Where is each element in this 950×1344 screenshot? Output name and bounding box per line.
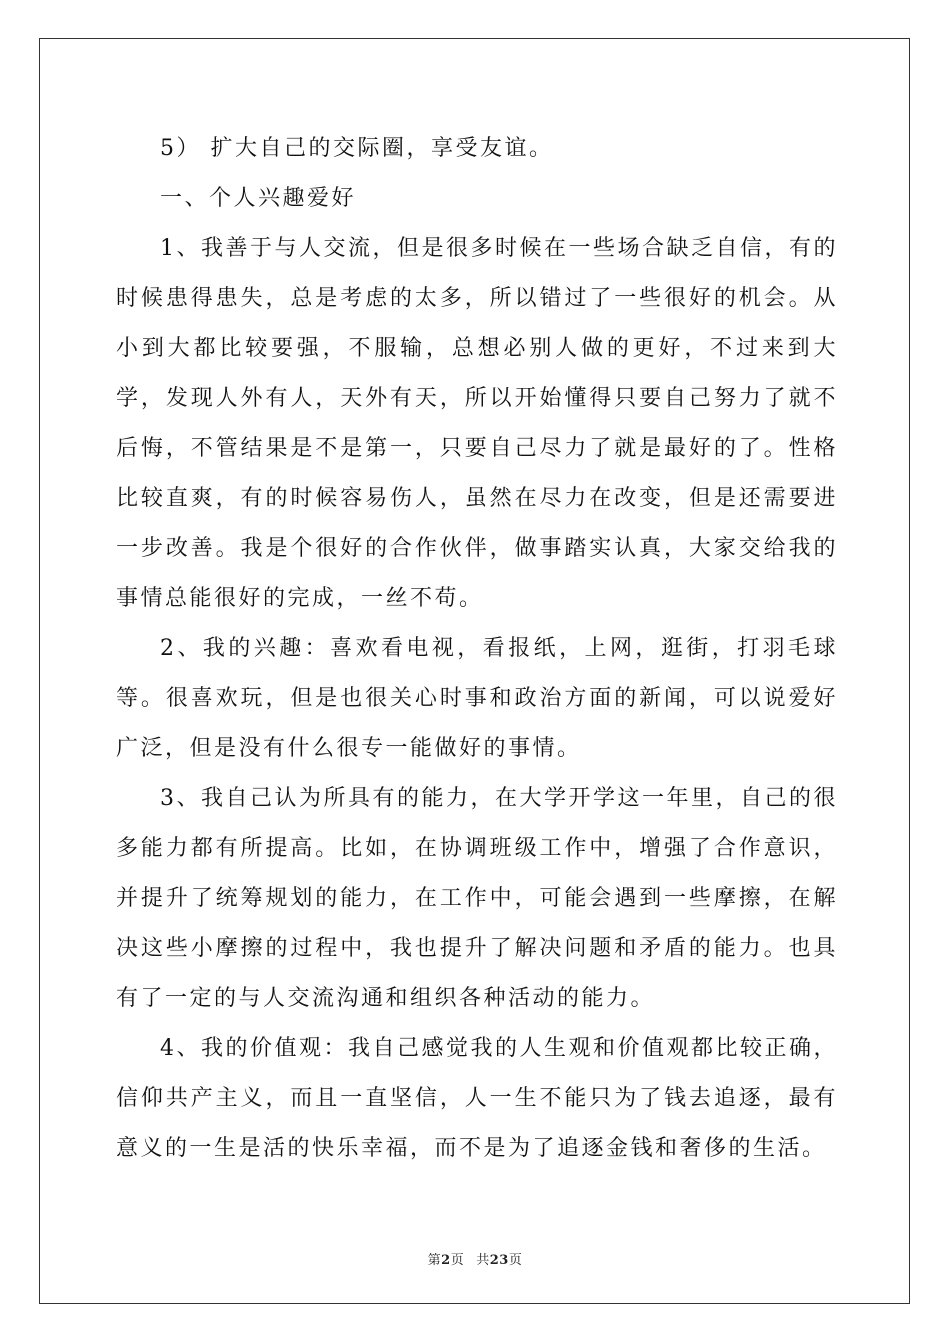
document-body <box>116 124 838 1174</box>
section-heading: 一、个人兴趣爱好 <box>160 186 357 211</box>
total-suffix: 页 <box>508 1253 523 1268</box>
paragraph: 1、我善于与人交流，但是很多时候在一些场合缺乏自信，有的时候患得患失，总是考虑的太多，所以错过了一些很好的机会。从小到大都比较要强，不服输，总想必别人做的更好，不过来到大学，发现人外有人，天外有天，所以开始懂得只要自己努力了就不后悔，不管结果是不是第一，只要自己尽力了就是最好的了。性格比较直爽，有的时候容易伤人，虽然在尽力在改变，但是还需要进一步改善。我是个很好的合作伙伴，做事踏实认真，大家交给我的事情总能很好的完成，一丝不苟。 <box>116 236 838 611</box>
page-prefix: 第 <box>427 1253 442 1268</box>
paragraph: 3、我自己认为所具有的能力，在大学开学这一年里，自己的很多能力都有所提高。比如，在协调班级工作中，增强了合作意识，并提升了统筹规划的能力，在工作中，可能会遇到一些摩擦，在解决这些小摩擦的过程中，我也提升了解决问题和矛盾的能力。也具有了一定的与人交流沟通和组织各种活动的能力。 <box>116 786 838 1011</box>
total-pages: 23 <box>489 1253 509 1268</box>
paragraph: 5） 扩大自己的交际圈，享受友谊。 <box>160 136 554 161</box>
paragraph: 4、我的价值观：我自己感觉我的人生观和价值观都比较正确，信仰共产主义，而且一直坚信，人一生不能只为了钱去追逐，最有意义的一生是活的快乐幸福，而不是为了追逐金钱和奢侈的生活。 <box>116 1036 838 1161</box>
paragraph: 2、我的兴趣：喜欢看电视，看报纸，上网，逛街，打羽毛球等。很喜欢玩，但是也很关心时事和政治方面的新闻，可以说爱好广泛，但是没有什么很专一能做好的事情。 <box>116 636 838 761</box>
page-number: 2 <box>441 1253 451 1268</box>
page-footer <box>0 1249 950 1268</box>
page-suffix: 页 <box>450 1253 465 1268</box>
total-prefix: 共 <box>476 1253 490 1268</box>
